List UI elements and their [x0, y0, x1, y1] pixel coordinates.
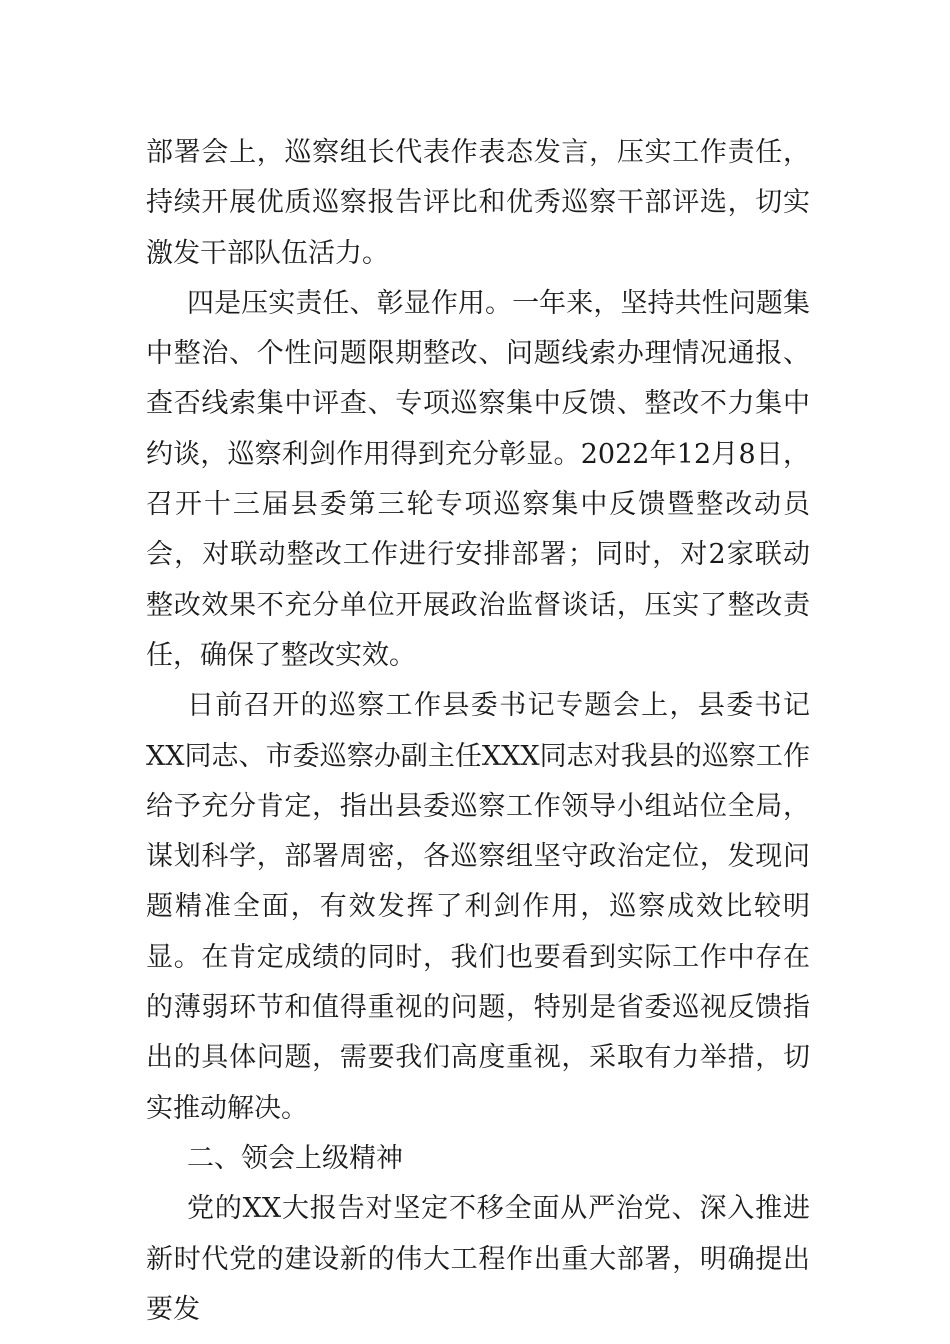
- paragraph-affirmation: 日前召开的巡察工作县委书记专题会上，县委书记XX同志、市委巡察办副主任XXX同志对我县的巡察工作给予充分肯定，指出县委巡察工作领导小组站位全局，谋划科学，部署周密，各巡察组坚守政治定位，发现问题精准全面，有效发挥了利剑作用，巡察成效比较明显。在肯定成绩的同时，我们也要看到实际工作中存在的薄弱环节和值得重视的问题，特别是省委巡视反馈指出的具体问题，需要我们高度重视，采取有力举措，切实推动解决。: [146, 690, 810, 1124]
- paragraph-report: 党的XX大报告对坚定不移全面从严治党、深入推进新时代党的建设新的伟大工程作出重大部署，明确提出要发: [146, 1193, 810, 1325]
- paragraph-continuation: 部署会上，巡察组长代表作表态发言，压实工作责任，持续开展优质巡察报告评比和优秀巡察干部评选，切实激发干部队伍活力。: [146, 137, 810, 269]
- document-body: [146, 128, 810, 1335]
- section-heading: 二、领会上级精神: [187, 1142, 403, 1174]
- paragraph-responsibility: 四是压实责任、彰显作用。一年来，坚持共性问题集中整治、个性问题限期整改、问题线索办理情况通报、查否线索集中评查、专项巡察集中反馈、整改不力集中约谈，巡察利剑作用得到充分彰显。2022年12月8日，召开十三届县委第三轮专项巡察集中反馈暨整改动员会，对联动整改工作进行安排部署；同时，对2家联动整改效果不充分单位开展政治监督谈话，压实了整改责任，确保了整改实效。: [146, 287, 810, 671]
